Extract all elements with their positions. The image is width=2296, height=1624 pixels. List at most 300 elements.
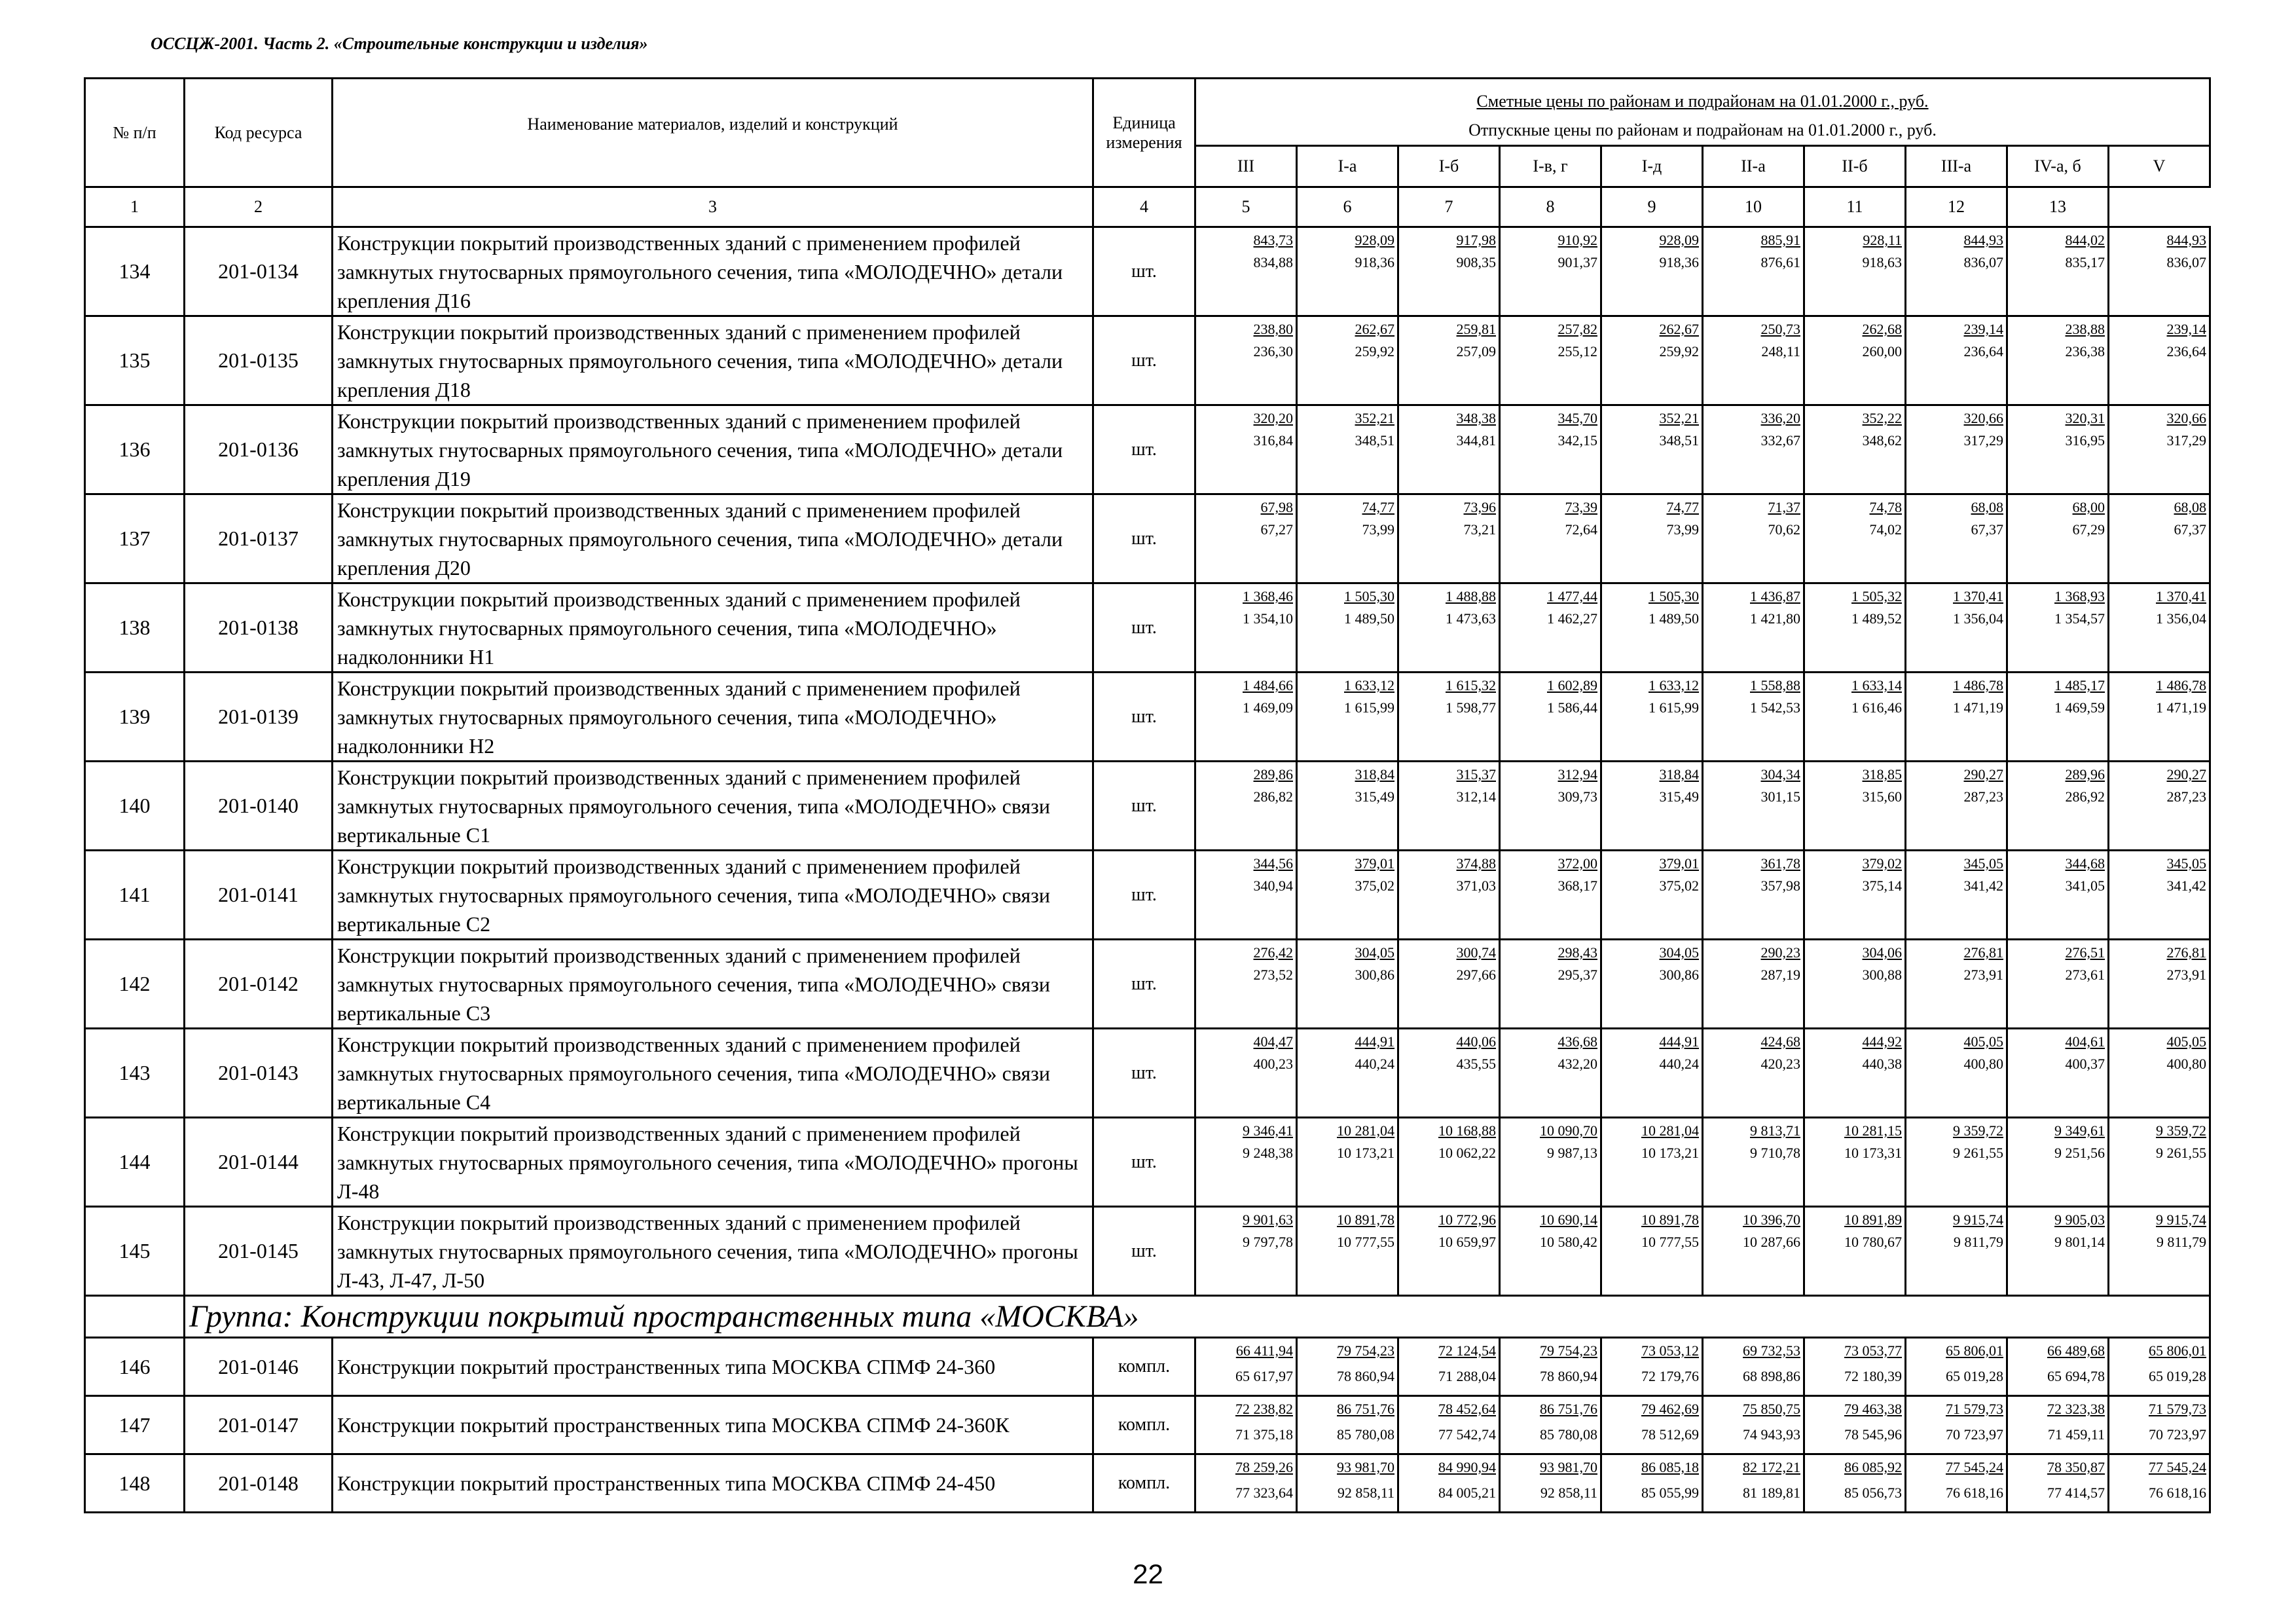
price-cell (1398, 1118, 1500, 1207)
price-cell (1500, 1396, 1601, 1454)
release-price: 74,02 (1869, 521, 1902, 538)
estimate-price: 9 915,74 (1953, 1211, 2003, 1228)
price-cell (2109, 940, 2210, 1029)
estimate-price: 1 436,87 (1750, 588, 1800, 604)
resource-code: 201-0139 (185, 673, 333, 762)
table-row (85, 762, 2210, 851)
release-price: 9 811,79 (2156, 1234, 2206, 1250)
price-cell (1703, 851, 1804, 940)
estimate-price: 304,05 (1659, 944, 1699, 961)
header-unit: Единица измерения (1093, 79, 1195, 187)
release-price: 836,07 (2166, 254, 2206, 270)
estimate-price: 289,96 (2065, 766, 2105, 783)
price-cell (1906, 1118, 2007, 1207)
estimate-price: 69 732,53 (1743, 1342, 1800, 1359)
table-header (85, 79, 2210, 227)
release-price: 348,62 (1862, 432, 1902, 449)
release-price: 9 261,55 (2156, 1145, 2206, 1161)
item-name: Конструкции покрытий производственных зданий с применением профилей замкнутых гнутосварных прямоугольного сечения, типа «МОЛОДЕЧНО» детали крепления Д18 (333, 316, 1093, 405)
group-row (85, 1296, 2210, 1338)
item-name: Конструкции покрытий производственных зданий с применением профилей замкнутых гнутосварных прямоугольного сечения, типа «МОЛОДЕЧНО» детали крепления Д19 (333, 405, 1093, 494)
header-num: № п/п (85, 79, 185, 187)
estimate-price: 262,67 (1659, 321, 1699, 337)
estimate-price: 78 452,64 (1438, 1401, 1496, 1417)
price-cell (1601, 1454, 1703, 1513)
release-price: 432,20 (1558, 1056, 1597, 1072)
price-cell (1297, 1338, 1398, 1396)
estimate-price: 93 981,70 (1540, 1459, 1597, 1475)
price-cell (1398, 1338, 1500, 1396)
release-price: 85 055,99 (1641, 1485, 1699, 1501)
estimate-price: 928,09 (1659, 232, 1699, 248)
price-cell (1906, 1029, 2007, 1118)
estimate-price: 1 486,78 (2156, 677, 2206, 693)
release-price: 65 617,97 (1235, 1368, 1293, 1384)
estimate-price: 345,05 (1963, 855, 2003, 872)
release-price: 77 323,64 (1235, 1485, 1293, 1501)
price-cell (1601, 940, 1703, 1029)
price-cell (1398, 227, 1500, 316)
release-price: 400,23 (1253, 1056, 1293, 1072)
price-cell (2109, 1338, 2210, 1396)
price-cell (1195, 405, 1297, 494)
price-cell (1601, 1338, 1703, 1396)
release-price: 9 797,78 (1243, 1234, 1293, 1250)
release-price: 332,67 (1760, 432, 1800, 449)
price-cell (2007, 583, 2109, 673)
price-cell (1500, 1118, 1601, 1207)
resource-code: 201-0148 (185, 1454, 333, 1513)
estimate-price: 444,92 (1862, 1033, 1902, 1050)
price-cell (1906, 494, 2007, 583)
estimate-price: 77 545,24 (1946, 1459, 2003, 1475)
column-number: 6 (1297, 187, 1398, 227)
estimate-price: 289,86 (1253, 766, 1293, 783)
price-cell (1398, 673, 1500, 762)
release-price: 317,29 (1963, 432, 2003, 449)
estimate-price: 1 485,17 (2054, 677, 2105, 693)
release-price: 78 545,96 (1844, 1426, 1902, 1443)
price-cell (1906, 851, 2007, 940)
release-price: 259,92 (1659, 343, 1699, 360)
price-cell (1398, 1029, 1500, 1118)
price-cell (1297, 851, 1398, 940)
release-price: 73,21 (1463, 521, 1496, 538)
release-price: 273,52 (1253, 967, 1293, 983)
estimate-price: 379,01 (1659, 855, 1699, 872)
estimate-price: 10 891,78 (1337, 1211, 1394, 1228)
estimate-price: 276,51 (2065, 944, 2105, 961)
price-cell (1195, 227, 1297, 316)
price-cell (1297, 1454, 1398, 1513)
estimate-price: 1 505,32 (1851, 588, 1902, 604)
release-price: 344,81 (1456, 432, 1496, 449)
release-price: 10 777,55 (1337, 1234, 1394, 1250)
release-price: 236,38 (2065, 343, 2105, 360)
estimate-price: 928,09 (1355, 232, 1394, 248)
price-cell (1500, 583, 1601, 673)
price-cell (1703, 1396, 1804, 1454)
release-price: 236,64 (2166, 343, 2206, 360)
estimate-price: 304,06 (1862, 944, 1902, 961)
column-number: 13 (2007, 187, 2109, 227)
release-price: 67,37 (2174, 521, 2206, 538)
item-name: Конструкции покрытий производственных зданий с применением профилей замкнутых гнутосварных прямоугольного сечения, типа «МОЛОДЕЧНО» детали крепления Д20 (333, 494, 1093, 583)
estimate-price: 444,91 (1659, 1033, 1699, 1050)
header-name: Наименование материалов, изделий и конструкций (333, 79, 1093, 187)
release-price: 74 943,93 (1743, 1426, 1800, 1443)
region-header: II-б (1804, 146, 1906, 187)
price-cell (1906, 1338, 2007, 1396)
estimate-price: 1 368,46 (1243, 588, 1293, 604)
region-header: V (2109, 146, 2210, 187)
release-price: 834,88 (1253, 254, 1293, 270)
row-number: 139 (85, 673, 185, 762)
estimate-price: 73 053,12 (1641, 1342, 1699, 1359)
estimate-price: 1 368,93 (2054, 588, 2105, 604)
item-name: Конструкции покрытий производственных зданий с применением профилей замкнутых гнутосварных прямоугольного сечения, типа «МОЛОДЕЧНО» надколонники Н1 (333, 583, 1093, 673)
unit: компл. (1093, 1454, 1195, 1513)
price-cell (1703, 762, 1804, 851)
price-cell (1601, 583, 1703, 673)
release-price: 420,23 (1760, 1056, 1800, 1072)
estimate-price: 9 915,74 (2156, 1211, 2206, 1228)
estimate-price: 1 370,41 (1953, 588, 2003, 604)
release-price: 1 462,27 (1547, 610, 1597, 627)
release-price: 341,05 (2065, 877, 2105, 894)
column-number: 5 (1195, 187, 1297, 227)
price-cell (1601, 1207, 1703, 1296)
estimate-price: 910,92 (1558, 232, 1597, 248)
estimate-price: 74,77 (1362, 499, 1394, 515)
price-cell (1703, 673, 1804, 762)
estimate-price: 276,42 (1253, 944, 1293, 961)
estimate-price: 239,14 (1963, 321, 2003, 337)
price-cell (2109, 1118, 2210, 1207)
release-price: 1 489,50 (1649, 610, 1699, 627)
estimate-price: 86 751,76 (1540, 1401, 1597, 1417)
price-cell (1195, 494, 1297, 583)
price-cell (1500, 494, 1601, 583)
price-cell (1906, 227, 2007, 316)
row-number: 145 (85, 1207, 185, 1296)
release-price: 901,37 (1558, 254, 1597, 270)
unit: шт. (1093, 583, 1195, 673)
unit: шт. (1093, 405, 1195, 494)
release-price: 312,14 (1456, 788, 1496, 805)
resource-code: 201-0146 (185, 1338, 333, 1396)
estimate-price: 844,93 (1963, 232, 2003, 248)
estimate-price: 68,08 (2174, 499, 2206, 515)
estimate-price: 843,73 (1253, 232, 1293, 248)
price-cell (1804, 940, 1906, 1029)
price-cell (1906, 940, 2007, 1029)
release-price: 375,14 (1862, 877, 1902, 894)
row-number: 140 (85, 762, 185, 851)
price-cell (1804, 1118, 1906, 1207)
price-cell (2109, 494, 2210, 583)
unit: компл. (1093, 1396, 1195, 1454)
release-price: 10 580,42 (1540, 1234, 1597, 1250)
price-cell (2109, 1396, 2210, 1454)
price-cell (1804, 851, 1906, 940)
release-price: 297,66 (1456, 967, 1496, 983)
estimate-price: 844,93 (2166, 232, 2206, 248)
estimate-price: 10 281,04 (1337, 1122, 1394, 1139)
group-title: Группа: Конструкции покрытий пространственных типа «МОСКВА» (185, 1296, 2210, 1338)
column-number-row (85, 187, 2210, 227)
release-price: 316,95 (2065, 432, 2105, 449)
price-cell (1195, 1118, 1297, 1207)
release-price: 236,30 (1253, 343, 1293, 360)
region-header: I-а (1297, 146, 1398, 187)
column-number: 7 (1398, 187, 1500, 227)
release-price: 287,19 (1760, 967, 1800, 983)
estimate-price: 405,05 (2166, 1033, 2206, 1050)
price-cell (1195, 940, 1297, 1029)
price-cell (1297, 762, 1398, 851)
estimate-price: 928,11 (1863, 232, 1902, 248)
release-price: 348,51 (1659, 432, 1699, 449)
price-cell (1804, 1029, 1906, 1118)
estimate-price: 86 751,76 (1337, 1401, 1394, 1417)
estimate-price: 79 754,23 (1337, 1342, 1394, 1359)
unit: шт. (1093, 673, 1195, 762)
release-price: 10 062,22 (1438, 1145, 1496, 1161)
price-cell (2007, 940, 2109, 1029)
price-cell (2007, 494, 2109, 583)
price-cell (2109, 316, 2210, 405)
release-price: 1 489,50 (1344, 610, 1394, 627)
release-price: 908,35 (1456, 254, 1496, 270)
price-cell (2007, 227, 2109, 316)
estimate-price: 344,56 (1253, 855, 1293, 872)
price-cell (1500, 762, 1601, 851)
release-price: 1 471,19 (2156, 699, 2206, 716)
price-cell (1601, 673, 1703, 762)
price-cell (2109, 851, 2210, 940)
unit: шт. (1093, 851, 1195, 940)
column-number: 12 (1906, 187, 2007, 227)
price-cell (1398, 1396, 1500, 1454)
estimate-price: 73,39 (1565, 499, 1597, 515)
price-cell (1398, 316, 1500, 405)
estimate-price: 84 990,94 (1438, 1459, 1496, 1475)
unit: шт. (1093, 1207, 1195, 1296)
estimate-price: 336,20 (1760, 410, 1800, 426)
price-cell (1804, 1338, 1906, 1396)
price-cell (1601, 1029, 1703, 1118)
release-price: 81 189,81 (1743, 1485, 1800, 1501)
table-row (85, 1454, 2210, 1513)
table-row (85, 1396, 2210, 1454)
price-cell (1804, 1207, 1906, 1296)
row-number: 144 (85, 1118, 185, 1207)
release-price: 9 811,79 (1953, 1234, 2003, 1250)
release-price: 67,27 (1260, 521, 1293, 538)
price-cell (1703, 494, 1804, 583)
price-cell (1906, 405, 2007, 494)
estimate-price: 1 558,88 (1750, 677, 1800, 693)
price-cell (1398, 583, 1500, 673)
estimate-price: 71,37 (1768, 499, 1800, 515)
release-price: 77 414,57 (2047, 1485, 2105, 1501)
release-price: 9 261,55 (1953, 1145, 2003, 1161)
estimate-price: 1 488,88 (1446, 588, 1496, 604)
estimate-price: 10 690,14 (1540, 1211, 1597, 1228)
release-price: 65 019,28 (1946, 1368, 2003, 1384)
estimate-price: 10 090,70 (1540, 1122, 1597, 1139)
release-price: 375,02 (1659, 877, 1699, 894)
release-price: 255,12 (1558, 343, 1597, 360)
resource-code: 201-0147 (185, 1396, 333, 1454)
release-price: 248,11 (1761, 343, 1800, 360)
estimate-price: 239,14 (2166, 321, 2206, 337)
release-price: 309,73 (1558, 788, 1597, 805)
price-cell (1195, 1396, 1297, 1454)
estimate-price: 436,68 (1558, 1033, 1597, 1050)
resource-code: 201-0135 (185, 316, 333, 405)
price-cell (2109, 1029, 2210, 1118)
price-cell (1195, 673, 1297, 762)
release-price: 1 421,80 (1750, 610, 1800, 627)
release-price: 70,62 (1768, 521, 1800, 538)
price-cell (1398, 762, 1500, 851)
release-price: 71 288,04 (1438, 1368, 1496, 1384)
estimate-price: 1 633,12 (1344, 677, 1394, 693)
price-cell (1601, 762, 1703, 851)
estimate-price: 262,67 (1355, 321, 1394, 337)
release-price: 10 287,66 (1743, 1234, 1800, 1250)
column-number: 2 (185, 187, 333, 227)
price-cell (1195, 1029, 1297, 1118)
release-price: 78 860,94 (1540, 1368, 1597, 1384)
estimate-price: 250,73 (1760, 321, 1800, 337)
release-price: 341,42 (2166, 877, 2206, 894)
release-price: 85 056,73 (1844, 1485, 1902, 1501)
release-price: 315,49 (1659, 788, 1699, 805)
release-price: 9 801,14 (2054, 1234, 2105, 1250)
estimate-price: 444,91 (1355, 1033, 1394, 1050)
row-number: 137 (85, 494, 185, 583)
price-cell (1601, 1396, 1703, 1454)
release-price: 342,15 (1558, 432, 1597, 449)
estimate-price: 276,81 (1963, 944, 2003, 961)
estimate-price: 348,38 (1456, 410, 1496, 426)
estimate-price: 74,77 (1666, 499, 1699, 515)
release-price: 368,17 (1558, 877, 1597, 894)
estimate-price: 73 053,77 (1844, 1342, 1902, 1359)
region-header: I-д (1601, 146, 1703, 187)
header-prices-estimate: Сметные цены по районам и подрайонам на 01.01.2000 г., руб. (1476, 92, 1929, 111)
resource-code: 201-0140 (185, 762, 333, 851)
estimate-price: 290,27 (2166, 766, 2206, 783)
estimate-price: 9 359,72 (2156, 1122, 2206, 1139)
estimate-price: 320,20 (1253, 410, 1293, 426)
table-row (85, 494, 2210, 583)
release-price: 835,17 (2065, 254, 2105, 270)
release-price: 10 173,31 (1844, 1145, 1902, 1161)
price-cell (2007, 1207, 2109, 1296)
row-number: 141 (85, 851, 185, 940)
estimate-price: 344,68 (2065, 855, 2105, 872)
estimate-price: 71 579,73 (2149, 1401, 2206, 1417)
release-price: 371,03 (1456, 877, 1496, 894)
price-cell (1906, 1396, 2007, 1454)
release-price: 435,55 (1456, 1056, 1496, 1072)
page-number: 22 (1133, 1559, 1163, 1589)
header-prices-release: Отпускные цены по районам и подрайонам на 01.01.2000 г., руб. (1468, 120, 1937, 139)
unit: шт. (1093, 1029, 1195, 1118)
price-cell (1906, 1454, 2007, 1513)
estimate-price: 1 505,30 (1344, 588, 1394, 604)
price-cell (2109, 405, 2210, 494)
price-cell (1906, 583, 2007, 673)
price-cell (1195, 1454, 1297, 1513)
estimate-price: 238,80 (1253, 321, 1293, 337)
price-cell (1804, 405, 1906, 494)
estimate-price: 66 489,68 (2047, 1342, 2105, 1359)
release-price: 287,23 (1963, 788, 2003, 805)
unit: компл. (1093, 1338, 1195, 1396)
table-row (85, 851, 2210, 940)
estimate-price: 1 486,78 (1953, 677, 2003, 693)
release-price: 1 615,99 (1649, 699, 1699, 716)
estimate-price: 82 172,21 (1743, 1459, 1800, 1475)
price-cell (1297, 1396, 1398, 1454)
price-cell (2007, 1338, 2109, 1396)
estimate-price: 1 477,44 (1547, 588, 1597, 604)
estimate-price: 1 633,14 (1851, 677, 1902, 693)
release-price: 257,09 (1456, 343, 1496, 360)
price-cell (1297, 673, 1398, 762)
price-cell (1195, 1338, 1297, 1396)
price-cell (1804, 227, 1906, 316)
column-number: 9 (1601, 187, 1703, 227)
region-header: I-в, г (1500, 146, 1601, 187)
price-cell (1195, 583, 1297, 673)
release-price: 65 019,28 (2149, 1368, 2206, 1384)
price-cell (1398, 851, 1500, 940)
price-cell (2007, 1396, 2109, 1454)
release-price: 10 777,55 (1641, 1234, 1699, 1250)
estimate-price: 86 085,18 (1641, 1459, 1699, 1475)
release-price: 73,99 (1362, 521, 1394, 538)
release-price: 9 710,78 (1750, 1145, 1800, 1161)
release-price: 9 987,13 (1547, 1145, 1597, 1161)
release-price: 85 780,08 (1337, 1426, 1394, 1443)
release-price: 315,60 (1862, 788, 1902, 805)
release-price: 300,86 (1659, 967, 1699, 983)
release-price: 77 542,74 (1438, 1426, 1496, 1443)
unit: шт. (1093, 227, 1195, 316)
price-cell (2007, 1118, 2109, 1207)
estimate-price: 78 350,87 (2047, 1459, 2105, 1475)
estimate-price: 315,37 (1456, 766, 1496, 783)
unit: шт. (1093, 762, 1195, 851)
table-row (85, 1207, 2210, 1296)
item-name: Конструкции покрытий пространственных типа МОСКВА СПМФ 24-450 (333, 1454, 1093, 1513)
estimate-price: 79 754,23 (1540, 1342, 1597, 1359)
price-cell (2109, 1454, 2210, 1513)
release-price: 440,38 (1862, 1056, 1902, 1072)
resource-code: 201-0137 (185, 494, 333, 583)
estimate-price: 352,21 (1659, 410, 1699, 426)
release-price: 259,92 (1355, 343, 1394, 360)
price-cell (1195, 1207, 1297, 1296)
estimate-price: 259,81 (1456, 321, 1496, 337)
estimate-price: 72 238,82 (1235, 1401, 1293, 1417)
